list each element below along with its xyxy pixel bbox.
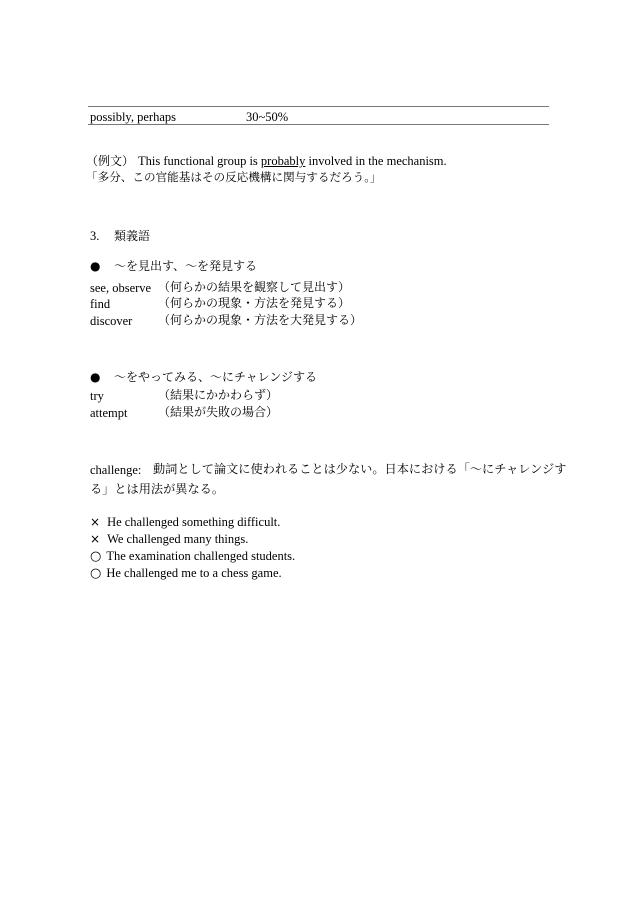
group1-note-2: （何らかの現象・方法を発見する） [158,296,351,310]
list-item [90,531,248,547]
group1-note-1: （何らかの結果を観察して見出す） [158,280,351,294]
circle-icon: ○ [90,549,102,564]
table-row-label: possibly, perhaps [90,110,176,124]
group1-note-3: （何らかの現象・方法を大発見する） [158,313,363,327]
bullet-icon: ● [90,259,101,273]
challenge-term: challenge: [90,463,142,477]
group1-term-1: see, observe [90,281,152,295]
example-highlight: probably [260,154,306,168]
section-title: 類義語 [114,229,151,243]
list-item-text: The examination challenged students. [106,549,296,563]
table-row-value: 30~50% [246,110,289,124]
list-item-text: We challenged many things. [107,532,249,546]
example-sentence [86,153,447,169]
list-item [90,548,295,564]
example-translation: 「多分、この官能基はその反応機構に関与するだろう。」 [86,170,382,184]
group1-term-3: discover [90,314,133,328]
group2-heading: ～をやってみる、～にチャレンジする [114,370,318,384]
list-item-text: He challenged me to a chess game. [106,566,282,580]
example-before: This functional group is [138,154,261,168]
list-item [90,514,280,530]
cross-icon: × [90,532,101,546]
challenge-line-1: 動詞として論文に使われることは少ない。日本における「～にチャレンジす [153,462,567,476]
group2-note-1: （結果にかかわらず） [158,388,279,402]
table-top-rule [88,106,549,107]
cross-icon: × [90,515,101,529]
group2-note-2: （結果が失敗の場合） [158,405,279,419]
section-number: 3. [90,229,100,243]
bullet-icon: ● [90,370,101,384]
group2-term-1: try [90,389,104,403]
challenge-line-2: る」とは用法が異なる。 [90,482,225,496]
table-bottom-rule [88,124,549,125]
group1-term-2: find [90,297,111,311]
group1-heading: ～を見出す、～を発見する [114,259,258,273]
example-after: involved in the mechanism. [305,154,447,168]
list-item [90,565,282,581]
list-item-text: He challenged something difficult. [107,515,281,529]
circle-icon: ○ [90,566,102,581]
example-tag: （例文） [86,154,135,168]
group2-term-2: attempt [90,406,128,420]
